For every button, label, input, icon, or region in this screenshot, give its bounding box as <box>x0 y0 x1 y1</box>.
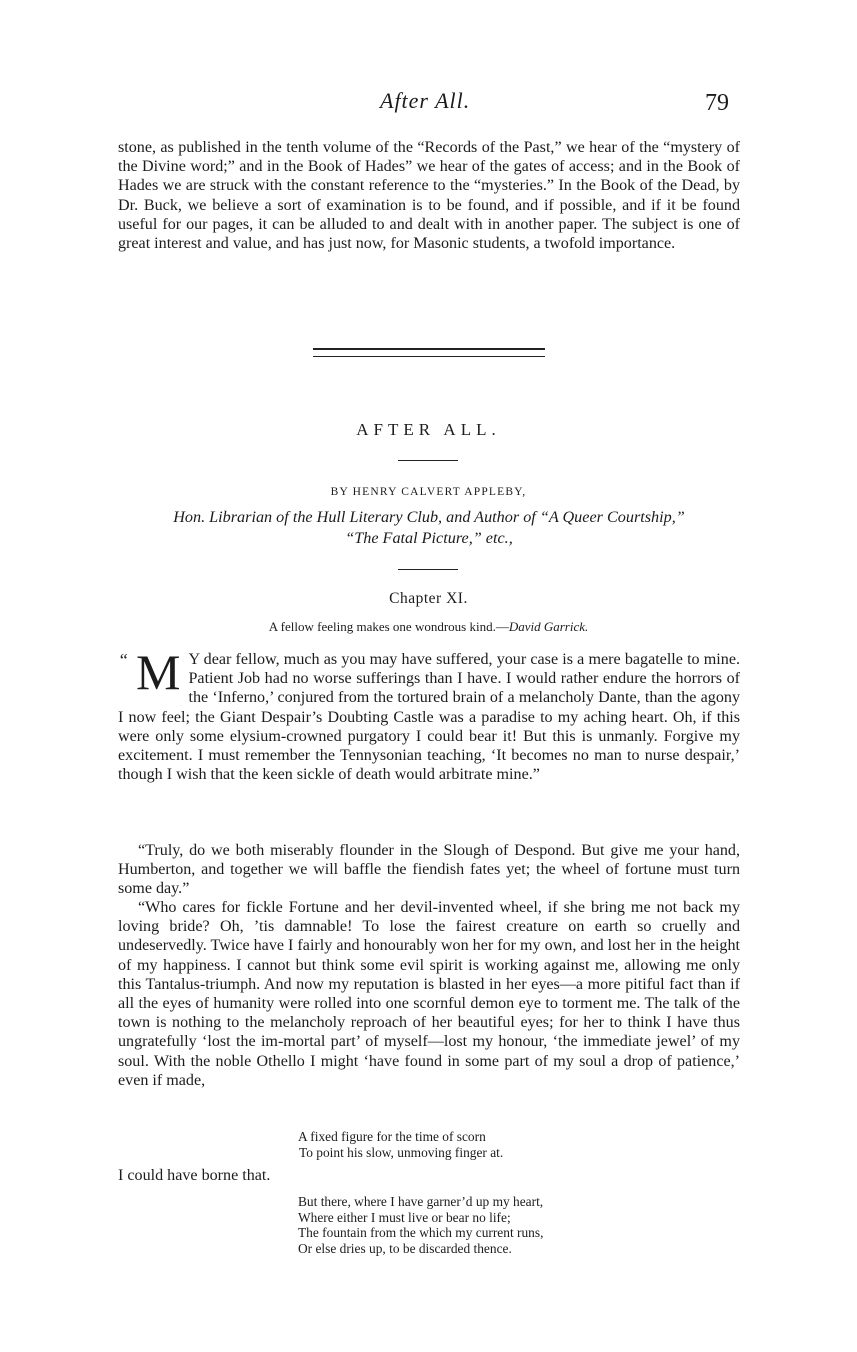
credit-line-1: Hon. Librarian of the Hull Literary Club, and Author of “A Queer Courtship,” <box>173 508 685 526</box>
credit-line-2: “The Fatal Picture,” etc., <box>345 529 513 547</box>
intro-paragraph: stone, as published in the tenth volume of the “Records of the Past,” we hear of the “mystery of the Divine word;” and in the Book of Hades” we hear of the gates of access; and in the Book of Hades we are struck with the constant reference to the “mysteries.” In the Book of the Dead, by Dr. Buck, we believe a sort of examination is to be found, and if possible, and if it be found useful for our pages, it can be alluded to and dealt with in another paper. The subject is one of great interest and value, and has just now, for Masonic students, a twofold importance. <box>118 139 740 253</box>
running-title: After All. <box>380 88 471 113</box>
verse-line: The fountain from the which my current runs, <box>298 1225 544 1241</box>
byline-rule <box>398 569 458 570</box>
verse-line: Or else dries up, to be discarded thence. <box>298 1240 512 1256</box>
verse-line: A fixed figure for the time of scorn <box>298 1129 486 1144</box>
article-title: AFTER ALL. <box>356 420 501 439</box>
epigraph-attribution: David Garrick. <box>508 619 589 634</box>
verse-line: But there, where I have garner’d up my heart, <box>298 1194 544 1209</box>
paragraph-1-text: Y dear fellow, much as you may have suffered, your case is a mere bagatelle to mine. Patient Job had no worse sufferings than I have. I would rather endure the horrors of the ‘Inferno,’ conjured from the tortured brain of a melancholy Dante, than the agony I now feel; the Giant Despair’s Doubting Castle was a paradise to my aching heart. Oh, if this were only some elysium-crowned purgatory I could bear it! But this is unmanly. Forgive my excitement. I must remember the Tennysonian teaching, ‘It becomes no man to nurse despair,’ though I wish that the keen sickle of death would arbitrate mine.” <box>118 651 740 784</box>
chapter-heading: Chapter XI. <box>389 590 468 607</box>
epigraph <box>0 619 857 635</box>
paragraph-3: “Who cares for fickle Fortune and her devil-invented wheel, if she bring me not back my loving bride? Oh, ’tis damnable! To lose the fairest creature on earth so cruelly and undeservedly. Twice have I fairly and honourably won her for my own, and lost her in the height of my happiness. I cannot but think some evil spirit is working against me, allowing me only this Tantalus-triumph. And now my reputation is blasted in her eyes—a more pitiful fact than if all the eyes of humanity were rolled into one scornful demon eye to torment me. The talk of the town is nothing to the melancholy reproach of her beautiful eyes; for her to think I have thus ungratefully ‘lost the im-mortal part’ of myself—lost my honour, ‘the immediate jewel’ of my soul. With the noble Othello I might ‘have found in some part of my soul a drop of patience,’ even if made, <box>118 899 740 1089</box>
running-head <box>0 88 857 118</box>
paragraph-4: I could have borne that. <box>118 1167 271 1184</box>
title-rule <box>398 460 458 461</box>
paragraph-2: “Truly, do we both miserably flounder in the Slough of Despond. But give me your hand, Humberton, and together we will baffle the fiendish fates yet; the wheel of fortune must turn some day.” <box>118 842 740 898</box>
verse-line: Where either I must live or bear no life; <box>298 1209 511 1225</box>
paragraph-1 <box>118 644 740 784</box>
epigraph-text: A fellow feeling makes one wondrous kind.— <box>268 619 509 634</box>
byline: BY HENRY CALVERT APPLEBY, <box>330 486 527 498</box>
verse-quote-2 <box>298 1194 543 1256</box>
author-credit <box>118 507 740 549</box>
verse-quote-1 <box>298 1129 503 1160</box>
drop-cap: M <box>136 644 181 700</box>
verse-line: To point his slow, unmoving finger at. <box>299 1144 504 1160</box>
page-number: 79 <box>705 90 729 116</box>
opening-quote: “ <box>118 650 129 670</box>
section-divider <box>313 348 545 357</box>
